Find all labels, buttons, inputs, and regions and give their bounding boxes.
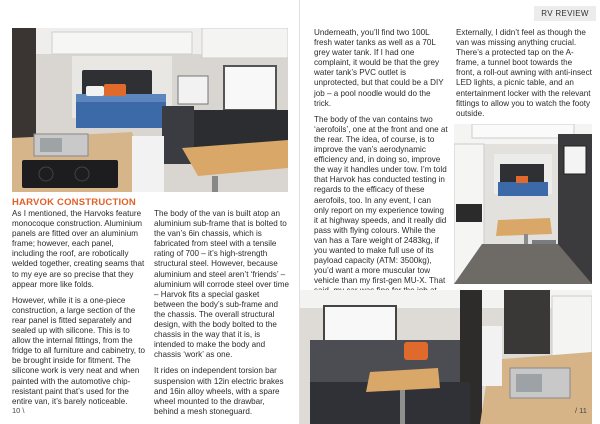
page-number-left: 10 \ — [12, 406, 25, 415]
section-heading: HARVOK CONSTRUCTION — [12, 197, 136, 208]
paragraph: Underneath, you’ll find two 100L fresh water tanks as well as a 70L grey water tank. If I had one complaint, it would be that the grey water tank’s PVC outlet is unprotected, but that could be a DIY job – a pool noodle would do the trick. — [314, 28, 444, 108]
dinette-kitchen-graphic — [300, 290, 592, 424]
paragraph: It rides on independent torsion bar suspension with 12in electric brakes and 16in alloy wheels, with a spare wheel mounted to the drawbar, behind a mesh stoneguard. — [154, 366, 284, 416]
left-column-2 — [154, 209, 290, 423]
paragraph: The body of the van is built atop an aluminium sub-frame that is bolted to the van’s 6in chassis, which is fabricated from steel with a tensile rating of 700 – it’s high-strength structural steel. However, because aluminium and steel aren’t ‘friends’ – aluminium will corrode steel over time – Harvok fits a special gasket between the body’s sub-frame and the chassis. The overall structural design, with the body bolted to the chassis in the way that it is, is intended to make the body and chassis ‘work’ as one. — [154, 209, 289, 360]
interior-photo-graphic — [12, 28, 288, 192]
interior-photo-long-view — [454, 124, 592, 284]
paragraph: However, while it is a one-piece construction, a large section of the rear panel is fitted separately and sealed up with silicone. This is to allow the internal fittings, from the fridge to all furniture and cabinetry, to be brought inside for fitment. The silicone work is very neat and when painted with the automotive chip-resistant paint that’s used for the entire van, it’s barely noticeable. — [12, 295, 146, 406]
long-view-graphic — [454, 124, 592, 284]
right-page — [300, 0, 600, 424]
interior-photo-bedroom-dinette — [12, 28, 288, 192]
right-column-1 — [314, 28, 448, 323]
section-tag: RV REVIEW — [534, 6, 596, 21]
right-column-2 — [456, 28, 592, 125]
paragraph: The body of the van contains two ‘aerofoils’, one at the front and one at the rear. The idea, of course, is to improve the van’s aerodynamic efficiency and, in doing so, improve the way it handles under tow. I’m told that Harvok has conducted testing in regards to the efficacy of these aerofoils, too. In any event, I can only report on my experience towing it at highway speeds, and it really did pass with flying colours. While the van has a Tare weight of 2483kg, if you wanted to make full use of its payload capacity (ATM: 3500kg), you’d want a more muscular tow vehicle than my first-gen MU-X. That — [314, 114, 448, 286]
left-column-1 — [12, 209, 146, 413]
paragraph: Externally, I didn’t feel as though the van was missing anything crucial. There’s a protected tap on the A-frame, a tunnel boot towards the front, a roll-out awning with anti-insect LED lights, a picnic table, and an entertainment locker with the relevant fittings to allow you to watch the footy outside. — [456, 28, 592, 118]
interior-photo-dinette-kitchen — [300, 290, 592, 424]
paragraph: As I mentioned, the Harvoks feature monocoque construction. Aluminium panels are fitted over an aluminium frame; however, each panel, including the roof, are robotically welded together, creating seams that to my eye are so precise that they appear more like folds. — [12, 209, 145, 289]
page-number-right: / 11 — [575, 406, 587, 415]
